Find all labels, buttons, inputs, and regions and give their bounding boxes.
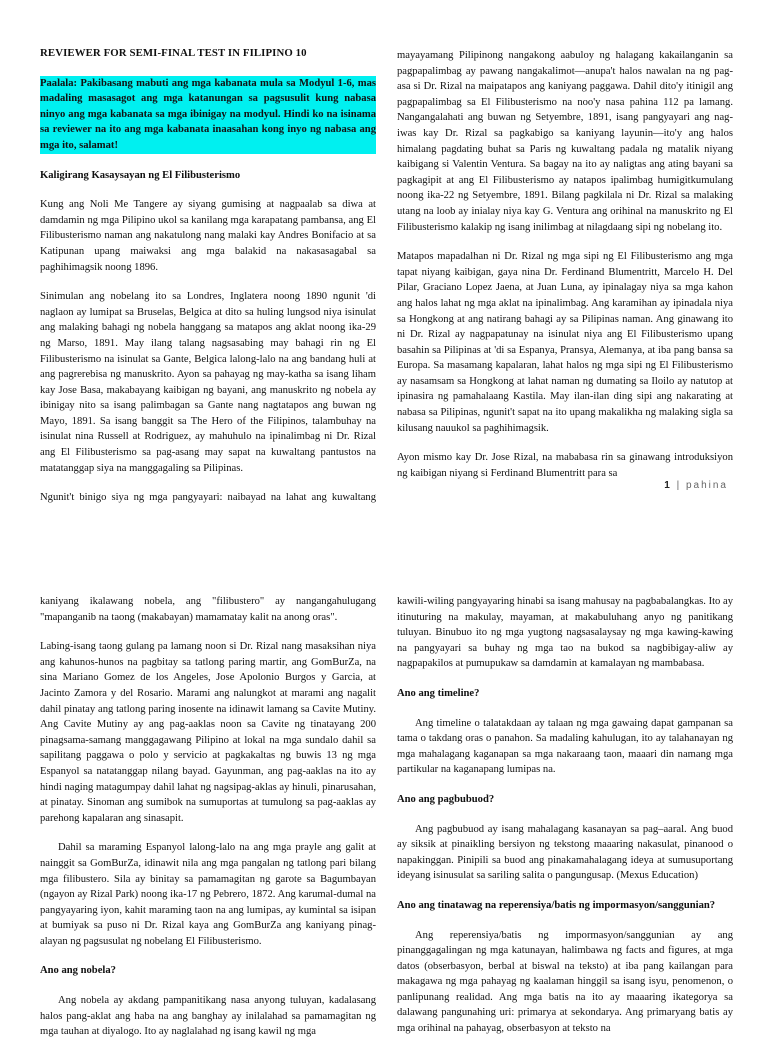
page-1-left-column [40, 46, 376, 535]
page-number: 1 [664, 480, 672, 491]
footer-label: pahina [685, 480, 728, 491]
paragraph: Sinimulan ang nobelang ito sa Londres, Inglatera noong 1890 ngunit 'di naglaon ay lumipat sa Bruselas, Belgica at dito sa huling lungsod niya isinulat ang malaking bahagi ng nobela hanggang sa matapos ang aklat noong ika-29 ng Marso, 1891. May ilang talang nagsasabing may bahagi rin ng El Filibusterismo na isinulat sa Gante, Belgica lalong-lalo na ang bandang huli at ang pagrerebisa ng manuskrito. Ayon sa pahayag ng may-katha sa isang liham kay Jose Basa, makabayang kaibigan ng bayani, ang manuskrito ng nobela ay ibinigay nito sa isang palimbagan sa Gante nang nagtatapos ang buwan ng Mayo, 1891. Sa isang banggit sa The Hero of the Filipinos, talambuhay na isinulat nina Russell at Rodriguez, ay mahuhulo na ipinalimbag ni Dr. Rizal ang El Filibusterismo sa pag-asang may sapat na kuwaltang pantustos na matatanggap siya na manggagaling sa Pilipinas. [40, 291, 376, 474]
paragraph: Matapos mapadalhan ni Dr. Rizal ng mga sipi ng El Filibusterismo ang mga tapat niyang kaibigan, gaya nina Dr. Ferdinand Blumentritt, Marcelo H. Del Pilar, Graciano Lopez Jaena, at Juan Luna, ay ipinalagay niya sa mga kahon ang halos lahat ng mga aklat na ipinalimbag. Ang karamihan ay ipinadala niya sa Hongkong at ang natirang bahagi ay sa Pilipinas naman. Ang ginawang ito ni Dr. Rizal ay nagpapatunay na isinulat niya ang El Filibusterismo upang basahin sa Pilipinas at 'di sa Espanya, Pransya, Alemanya, at iba pang bansa sa Europa. Sa masamang kapalaran, lahat halos ng mga sipi ng El Filibusterismo ay nasamsam sa Hongkong at lahat naman ng dumating sa Iloilo ay natutop at ipinasira ng pamahalaang Kastila. May ilan-ilan ding sipi ang nakarating at nabasa sa Pilipinas, ngunit't sapat na ito upang makalikha ng malaking sigla sa kilusang nauukol sa paghihimagsik. [397, 251, 733, 434]
page-1 [0, 0, 768, 508]
paragraph: Ang pagbubuod ay isang mahalagang kasanayan sa pag–aaral. Ang buod ay siksik at pinaikling bersiyon ng tekstong maaaring nakasulat, pinanood o napakinggan. Pinipili sa buod ang pinakamahalagang ideya at sumusuportang ideyang isinusulat sa sariling salita o pangungusap. (Mexus Education) [397, 823, 733, 882]
document-title: REVIEWER FOR SEMI-FINAL TEST IN FILIPINO 10 [40, 47, 307, 59]
paragraph: Ang timeline o talatakdaan ay talaan ng mga gawaing dapat gampanan sa tama o takdang oras o panahon. Sa madaling kahulugan, ito ay talahanayan ng mga mahalagang kaganapan sa mga nakaraang taon, maaari din namang mga partikular na kaganapang lumipas na. [397, 717, 733, 776]
page-gap [0, 508, 768, 580]
paragraph: Ang reperensiya/batis ng impormasyon/sanggunian ay ang pinanggagalingan ng mga katunayan, halimbawa ng facts and figures, at mga datos (obserbasyon, berbal at biswal na teksto) at iba pang kailangan para makagawa ng mga pahayag ng kaalaman hinggil sa isang isyu, penomenon, o panlipunang realidad. Ang mga batis na ito ay maaaring ikategorya sa dalawang pangunahing uri: primarya at sekondarya. Ang primaryang batis ay mga orihinal na pahayag, obserbasyon at teksto na [397, 929, 733, 1035]
paragraph: mayayamang Pilipinong nangakong aabuloy ng halagang kakailanganin sa pagpapalimbag ay pawang nangakalimot—anupa't halos nawalan na ng pag-asa si Dr. Rizal na maipatapos ang kaniyang paggawa. Dahil dito'y itinigil ang pagpapalimbag sa El Filibusterismo na noo'y nasa pahina 112 pa lamang. Nangangalahati ang buwan ng Setyembre, 1891, isang pangyayari ang nag-iwas kay Dr. Rizal sa pagkabigo sa kaniyang layunin—ito'y ang halos himalang pagdating buhat sa Paris ng kuwaltang padala ng matalik niyang kaibigang si Valentin Ventura. Sa bagay na ito ay naligtas ang ating bayani sa pagkagipit at ang El Filibusterismo ay natapos ipalimbag humigitkumulang noong ika-22 ng Setyembre, 1891. Bilang pagkilala ni Dr. Rizal sa malaking utang na loob ay inialay niya kay G. Ventura ang orihinal na manuskrito ng El Filibusterismo kalakip ng isang inilimbag at nilagdaang sipi ng nobelang ito. [397, 50, 733, 233]
section-heading-timeline: Ano ang timeline? [397, 687, 480, 699]
section-heading-kaligiran: Kaligirang Kasaysayan ng El Filibusterismo [40, 169, 241, 181]
page-2-right-column [397, 594, 733, 1051]
paragraph: Ayon mismo kay Dr. Jose Rizal, na mababasa rin sa ginawang introduksiyon ng kaibigan niyang si Ferdinand Blumentritt para sa [397, 452, 733, 479]
page-2-left-column [40, 594, 376, 1054]
paragraph: kaniyang ikalawang nobela, ang "filibustero" ay nangangahulugang "mapanganib na taong (makabayan) mamamatay kalit na anong oras". [40, 596, 376, 623]
page-footer [664, 480, 728, 491]
section-heading-pagbubuod: Ano ang pagbubuod? [397, 793, 495, 805]
paragraph: Dahil sa maraming Espanyol lalong-lalo na ang mga prayle ang galit at nainggit sa GomBurZa, idinawit nila ang mga pangalan ng tatlong pari bilang mga filibustero. Sila ay binitay sa pamamagitan ng garote sa Bagumbayan (ngayon ay Rizal Park) noong ika-17 ng Pebrero, 1872. Ang karumal-dumal na pangyayaring iyon, kahit maraming taon na ang lumipas, ay kumintal sa isipan at bumiyak sa puso ni Dr. Rizal kaya ang GomBurZa ang kaniyang pinag-alayan ng pagsusulat ng nobelang El Filibusterismo. [40, 842, 376, 947]
page-1-right-column [397, 48, 733, 495]
page-2 [0, 580, 768, 1038]
paragraph: Ang nobela ay akdang pampanitikang nasa anyong tuluyan, kadalasang halos pang-aklat ang haba na ang banghay ay inilalahad sa pamamagitan ng mga tauhan at diyalogo. Ito ay naglalahad ng isang kawil ng mga [40, 995, 376, 1038]
paragraph: Ngunit't binigo siya ng mga pangyayari: naibayad na lahat ang kuwaltang [40, 492, 376, 504]
highlighted-reminder: Paalala: Pakibasang mabuti ang mga kabanata mula sa Modyul 1-6, mas madaling masasagot ang mga katanungan sa pagsusulit kung nabasa ninyo ang mga kabanata sa mga ibinigay na modyul. Hindi ko na isinama sa reviewer na ito ang mga kabanata inaasahan kong inyo ng nabasa ang mga ito, salamat! [40, 76, 376, 154]
paragraph: Labing-isang taong gulang pa lamang noon si Dr. Rizal nang masaksihan niya ang kahunos-hunos na pagbitay sa tatlong paring martir, ang GomBurZa, na sina Mariano Gomez de los Angeles, Jose Apolonio Burgos y Garcia, at Jacinto Zamora y del Rosario. Marami ang nalungkot at marami ang nagalit dahil pinatay ang tatlong paring inosente na idinawit lamang sa Cavite Mutiny. Ang Cavite Mutiny ay ang pag-aaklas noon sa Cavite ng tinatayang 200 pinagsama-samang manggagawang Pilipino at lokal na mga sundalo dahil sa sapilitang paggawa o polo y servicio at pagkakaltas ng buwis 13 ng mga Espanyol sa natatanggap nilang bayad. Gayunman, ang pag-aaklas na ito ay hindi naging matagumpay dahil lahat ng nagsipag-aklas ay hinuli, pinarusahan, at pinatay. Sinoman ang sumibok na sumuportas at tumulong sa pag-aaklas ay parehong kapalaran ang sinasapit. [40, 641, 376, 824]
section-heading-reperensiya: Ano ang tinatawag na reperensiya/batis ng impormasyon/sanggunian? [397, 899, 716, 911]
section-heading-nobela: Ano ang nobela? [40, 965, 116, 977]
paragraph: kawili-wiling pangyayaring hinabi sa isang mahusay na pagbabalangkas. Ito ay itinuturing na makulay, mayaman, at makabuluhang anyo ng panitikang tuluyan. Binubuo ito ng mga yugtong nagsasalaysay ng mga kawing-kawing na pangyayari sa buhay ng mga tao na bukod sa nagbibigay-aliw ay nagpapakilos at pumupukaw sa damdamin at kamalayan ng mambabasa. [397, 596, 733, 670]
footer-separator: | [676, 480, 682, 491]
paragraph: Kung ang Noli Me Tangere ay siyang gumising at nagpaalab sa diwa at damdamin ng mga Pilipino ukol sa kanilang mga karapatang pambansa, ang El Filibusterismo naman ang nakatulong nang malaki kay Andres Bonifacio at sa Katipunan upang maiwaksi ang mga balakid na nakasasagabal sa paghihimagsik noong 1896. [40, 199, 376, 273]
